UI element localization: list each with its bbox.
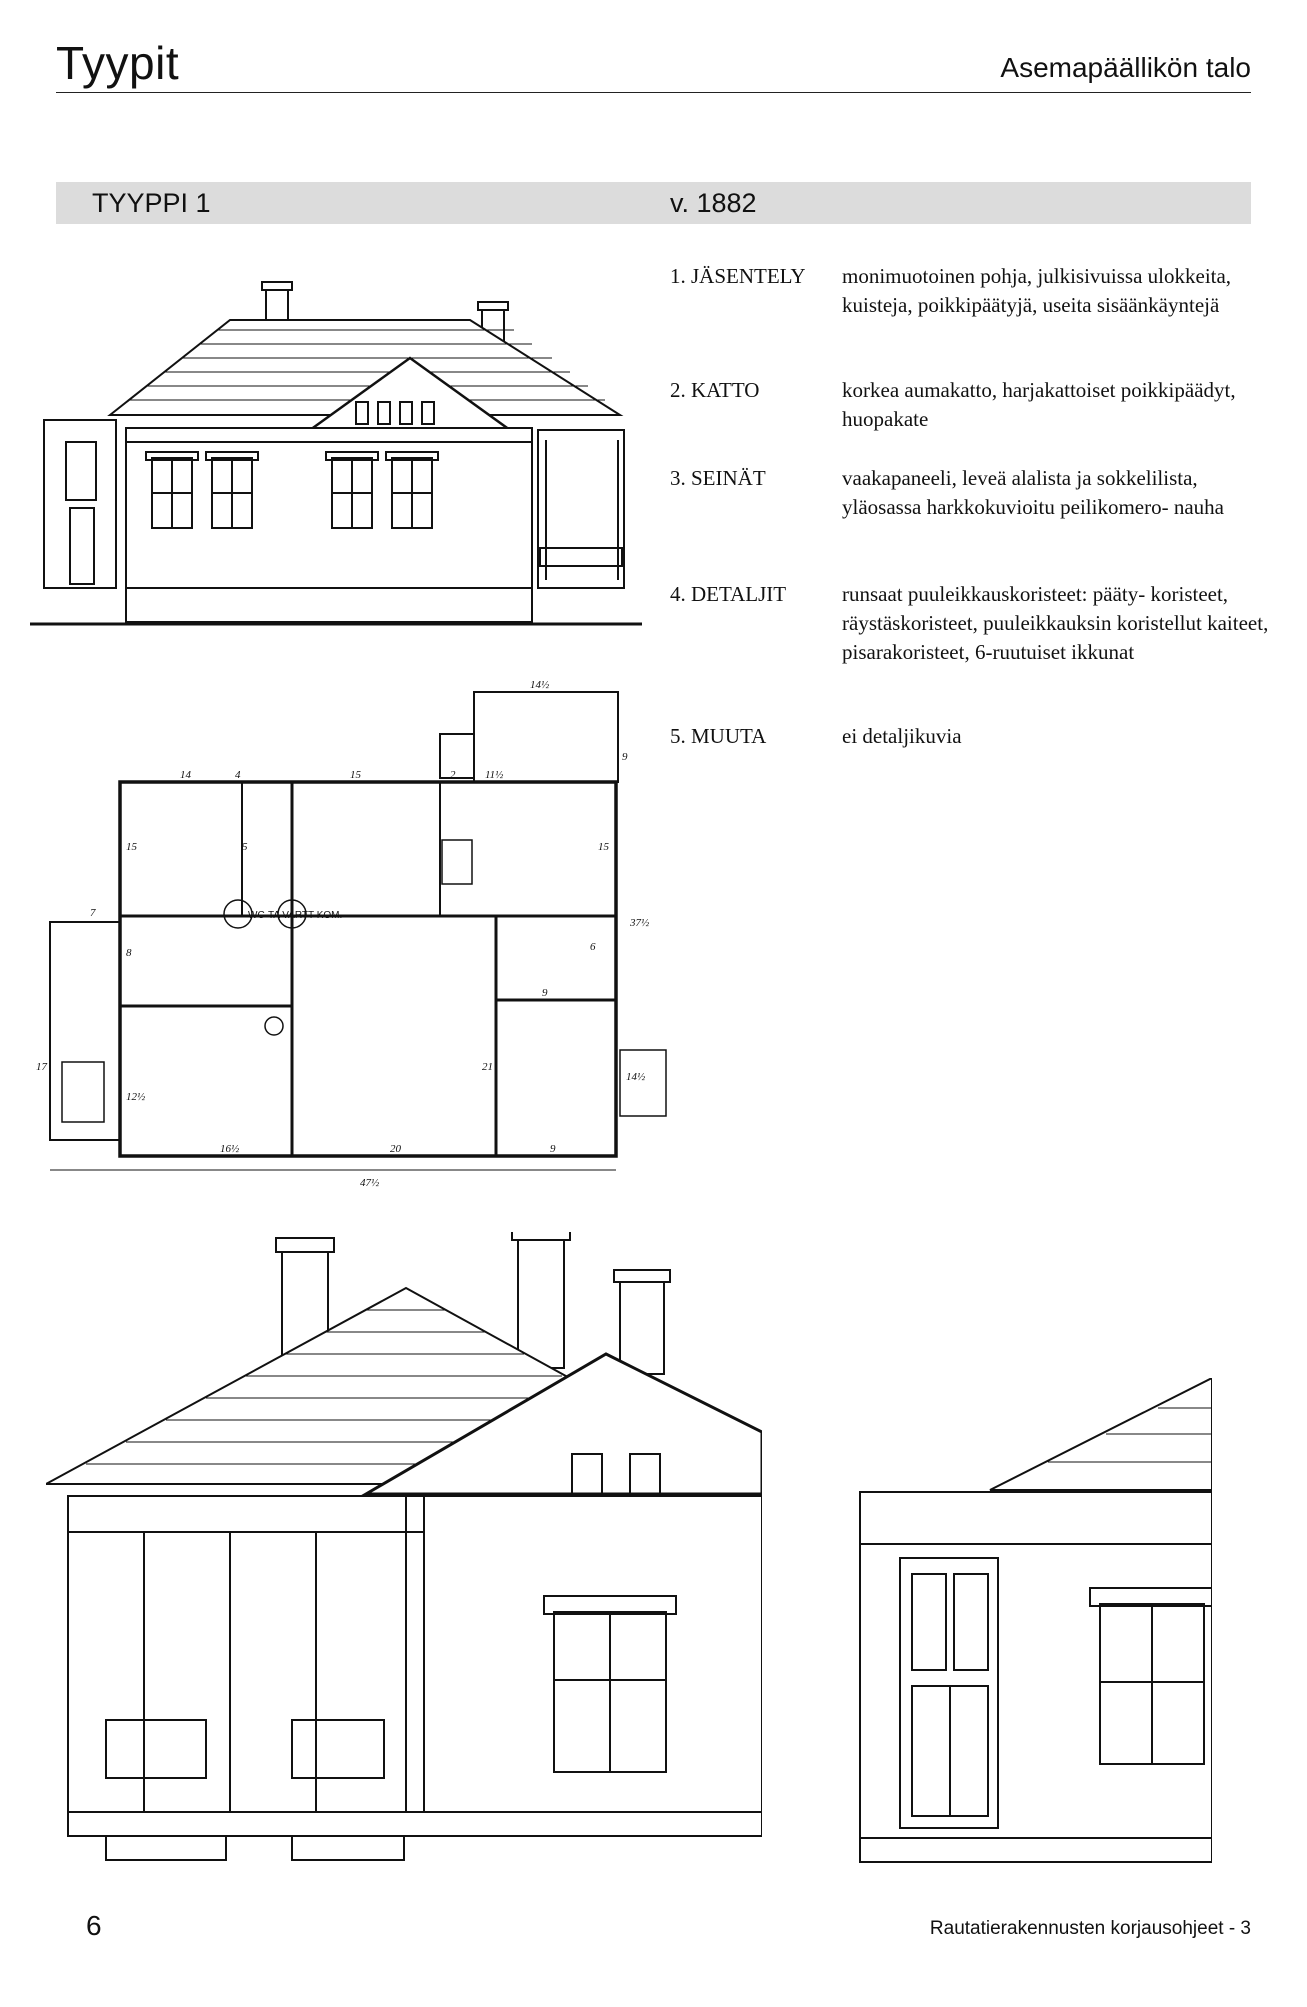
- spec-value: runsaat puuleikkauskoristeet: pääty- koristeet, räystäskoristeet, puuleikkauksin koristellut kaiteet, pisarakoristeet, 6-ruutuiset ikkunat: [842, 582, 1269, 664]
- header-rule: [56, 92, 1251, 93]
- spec-value: vaakapaneeli, leveä alalista ja sokkelilista, yläosassa harkkokuvioitu peilikomero- nauha: [842, 466, 1224, 519]
- plan-dimension-label: 14½: [530, 679, 550, 691]
- plan-dimension-label: 7: [90, 907, 96, 919]
- page-number: 6: [86, 1910, 102, 1941]
- spec-key: 1. JÄSENTELY: [670, 264, 806, 288]
- detail-elevation-drawing-right: [858, 1378, 1212, 1864]
- type-band: [56, 182, 1251, 224]
- plan-dimension-label: 21: [482, 1061, 493, 1073]
- spec-key: 4. DETALJIT: [670, 582, 787, 606]
- plan-dimension-label: 11½: [485, 769, 504, 781]
- spec-key: 3. SEINÄT: [670, 466, 766, 490]
- spec-value: monimuotoinen pohja, julkisivuissa ulokkeita, kuisteja, poikkipäätyjä, useita sisäänkäyntejä: [842, 264, 1232, 317]
- type-label: TYYPPI 1: [92, 188, 211, 218]
- plan-dimension-label: 9: [550, 1143, 556, 1155]
- plan-dimension-label: 47½: [360, 1177, 380, 1189]
- plan-dimension-label: 12½: [126, 1091, 146, 1103]
- spec-key: 2. KATTO: [670, 378, 760, 402]
- page-subject-title: Asemapäällikön talo: [1000, 52, 1251, 83]
- plan-dimension-label: 15: [126, 841, 137, 853]
- plan-dimension-label: 9: [542, 987, 548, 999]
- plan-dimension-label: 16½: [220, 1143, 240, 1155]
- plan-dimension-label: 37½: [630, 917, 650, 929]
- publication-title: Rautatierakennusten korjausohjeet - 3: [929, 1918, 1251, 1939]
- plan-dimension-label: 14: [180, 769, 191, 781]
- spec-key: 5. MUUTA: [670, 724, 767, 748]
- plan-dimension-label: 4: [235, 769, 241, 781]
- plan-dimension-label: 15: [350, 769, 361, 781]
- plan-dimension-label: 20: [390, 1143, 401, 1155]
- page-section-title: Tyypit: [56, 37, 180, 89]
- plan-dimension-label: 17: [36, 1061, 47, 1073]
- plan-dimension-label: 15: [598, 841, 609, 853]
- detail-elevation-drawing-left: [46, 1232, 762, 1862]
- floor-plan-drawing: [30, 670, 670, 1190]
- plan-dimension-label: 9: [622, 751, 628, 763]
- spec-value: korkea aumakatto, harjakattoiset poikkipäädyt, huopakate: [842, 378, 1236, 431]
- plan-room-label: WC-TA VARTT KOM.: [248, 910, 343, 921]
- plan-dimension-label: 6: [590, 941, 596, 953]
- plan-dimension-label: 14½: [626, 1071, 646, 1083]
- type-year: v. 1882: [670, 188, 757, 218]
- plan-dimension-label: 5: [242, 841, 248, 853]
- house-elevation-drawing: [30, 280, 642, 660]
- plan-dimension-label: 8: [126, 947, 132, 959]
- plan-dimension-label: 2: [450, 769, 456, 781]
- spec-value: ei detaljikuvia: [842, 724, 962, 748]
